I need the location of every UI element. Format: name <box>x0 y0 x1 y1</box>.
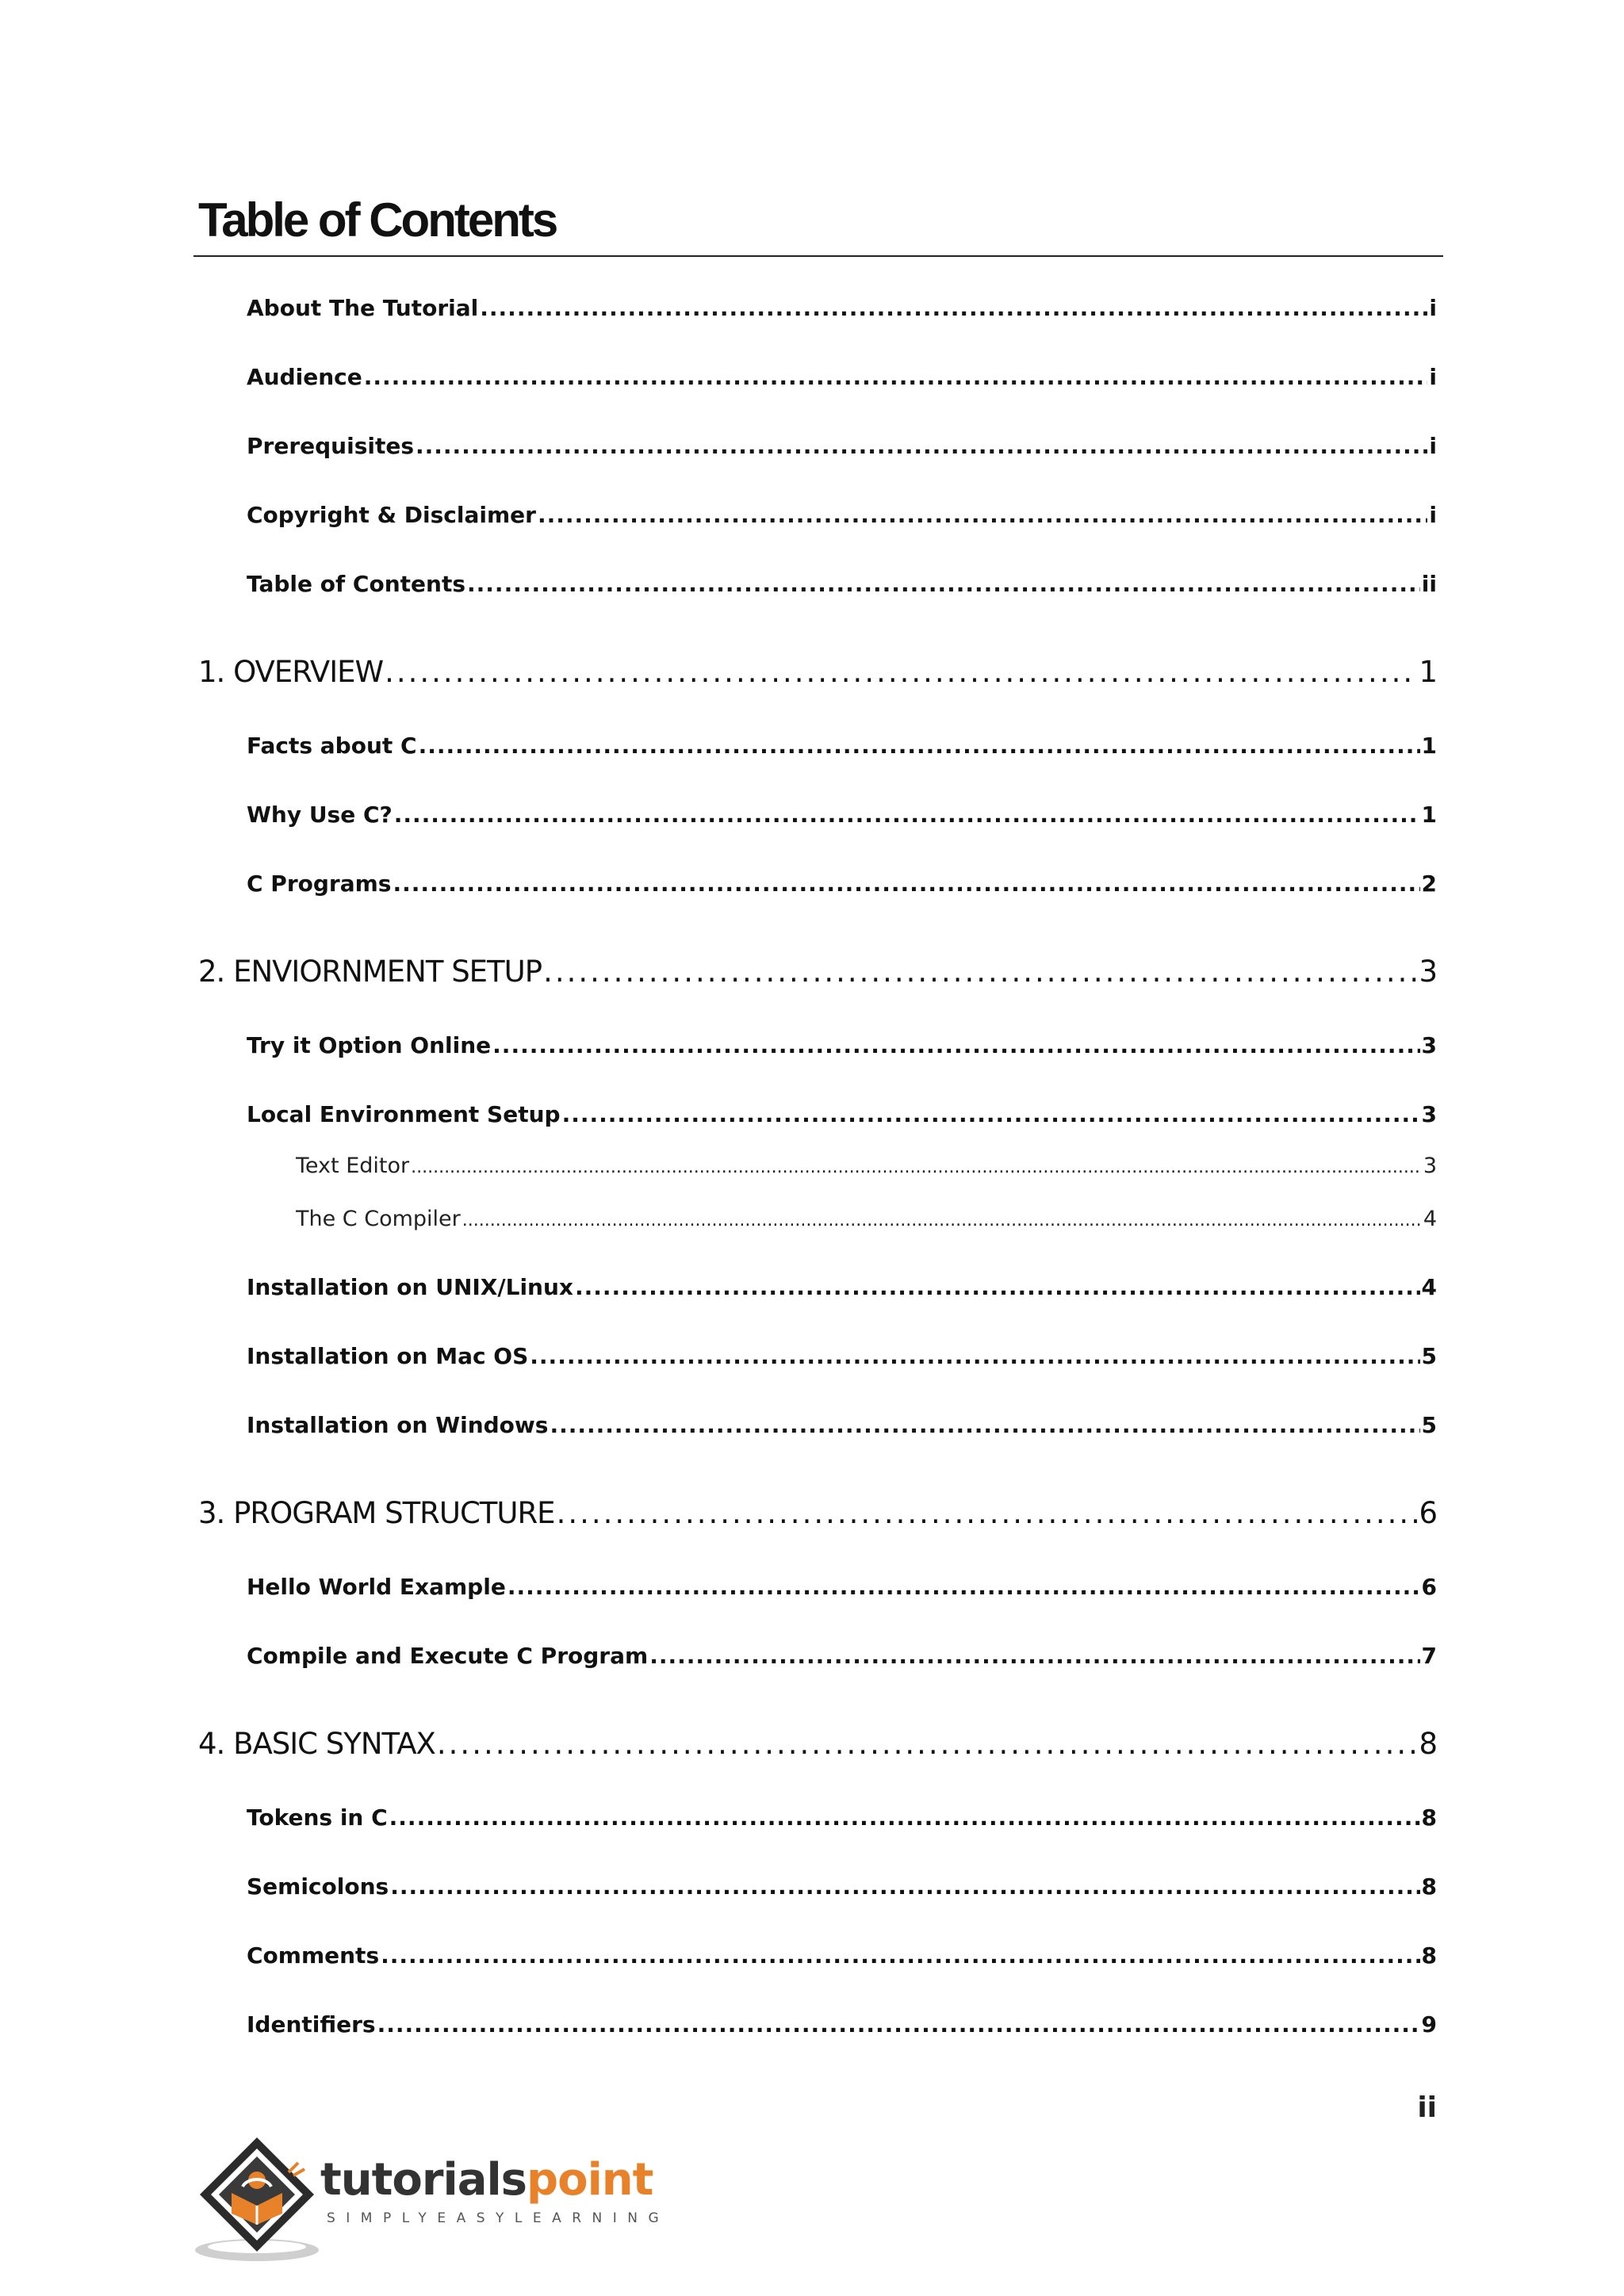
dot-leader <box>575 1274 1420 1300</box>
toc-entry[interactable] <box>247 1032 1437 1058</box>
dot-leader <box>530 1343 1419 1369</box>
toc-entry-page: i <box>1429 433 1437 459</box>
page-title: Table of Contents <box>198 193 557 247</box>
dot-leader <box>394 802 1420 828</box>
toc-entry-label: Try it Option Online <box>247 1032 492 1058</box>
toc-chapter[interactable] <box>198 1496 1437 1530</box>
toc-entry-label: About The Tutorial <box>247 295 479 321</box>
page-number: ii <box>1417 2091 1437 2124</box>
logo-mark-icon <box>195 2131 330 2266</box>
toc-chapter-page: 6 <box>1419 1496 1437 1530</box>
toc-entry[interactable] <box>247 1101 1437 1127</box>
toc-chapter-label: 3. PROGRAM STRUCTURE <box>198 1496 555 1530</box>
toc-entry-page: 8 <box>1421 1873 1437 1900</box>
toc-chapter-label: 4. BASIC SYNTAX <box>198 1727 435 1761</box>
toc-entry-page: 8 <box>1421 1942 1437 1969</box>
toc-entry-page: 8 <box>1421 1804 1437 1831</box>
toc-entry-label: Compile and Execute C Program <box>247 1643 649 1669</box>
toc-entry-label: C Programs <box>247 871 392 897</box>
toc-chapter[interactable] <box>198 1727 1437 1761</box>
toc-chapter-label: 1. OVERVIEW <box>198 655 384 689</box>
toc-subentry-page: 4 <box>1423 1207 1437 1231</box>
toc-entry[interactable] <box>247 1804 1437 1831</box>
dot-leader <box>411 1158 1422 1177</box>
dot-leader <box>550 1412 1419 1438</box>
dot-leader <box>649 1643 1419 1669</box>
dot-leader <box>480 295 1427 321</box>
toc-entry-page: ii <box>1421 571 1437 597</box>
dot-leader <box>543 955 1417 989</box>
toc-entry[interactable] <box>247 433 1437 459</box>
toc-entry-label: Facts about C <box>247 733 417 759</box>
toc-entry[interactable] <box>247 2011 1437 2038</box>
dot-leader <box>364 364 1428 390</box>
toc-entry[interactable] <box>247 802 1437 828</box>
logo-wordmark-part2: point <box>527 2154 653 2206</box>
toc-entry-page: 5 <box>1421 1412 1437 1438</box>
toc-entry[interactable] <box>247 1274 1437 1300</box>
toc-entry[interactable] <box>247 1873 1437 1900</box>
toc-entry-page: i <box>1429 295 1437 321</box>
toc-entry-label: Installation on Windows <box>247 1412 549 1438</box>
dot-leader <box>492 1032 1419 1058</box>
toc-entry-page: i <box>1429 364 1437 390</box>
toc-entry-label: Table of Contents <box>247 571 466 597</box>
toc-chapter-label: 2. ENVIORNMENT SETUP <box>198 955 542 989</box>
dot-leader <box>462 1211 1422 1230</box>
toc-entry-page: i <box>1429 502 1437 528</box>
toc-subentry[interactable] <box>296 1154 1437 1178</box>
toc-chapter-page: 3 <box>1419 955 1437 989</box>
toc-entry[interactable] <box>247 1343 1437 1369</box>
toc-subentry-page: 3 <box>1423 1154 1437 1178</box>
toc-entry-label: Copyright & Disclaimer <box>247 502 536 528</box>
dot-leader <box>381 1942 1419 1969</box>
dot-leader <box>419 733 1420 759</box>
toc-entry-label: Hello World Example <box>247 1574 506 1600</box>
dot-leader <box>390 1873 1419 1900</box>
toc-entry[interactable] <box>247 364 1437 390</box>
toc-entry[interactable] <box>247 1942 1437 1969</box>
toc-entry[interactable] <box>247 571 1437 597</box>
dot-leader <box>385 655 1417 689</box>
toc-entry[interactable] <box>247 502 1437 528</box>
toc-entry-label: Tokens in C <box>247 1804 388 1831</box>
toc-entry-page: 7 <box>1421 1643 1437 1669</box>
toc-subentry[interactable] <box>296 1207 1437 1231</box>
dot-leader <box>416 433 1427 459</box>
dot-leader <box>389 1804 1420 1831</box>
dot-leader <box>377 2011 1420 2038</box>
toc-entry[interactable] <box>247 1412 1437 1438</box>
toc-entry[interactable] <box>247 1574 1437 1600</box>
title-divider <box>193 255 1443 257</box>
dot-leader <box>557 1496 1418 1530</box>
toc-entry[interactable] <box>247 733 1437 759</box>
toc-entry-label: Why Use C? <box>247 802 393 828</box>
toc-subentry-label: The C Compiler <box>296 1207 461 1231</box>
dot-leader <box>393 871 1419 897</box>
toc-chapter-page: 1 <box>1419 655 1437 689</box>
toc-entry-label: Audience <box>247 364 362 390</box>
dot-leader <box>538 502 1427 528</box>
toc-entry-label: Prerequisites <box>247 433 414 459</box>
logo-wordmark <box>320 2154 653 2206</box>
toc-entry-label: Semicolons <box>247 1873 389 1900</box>
toc-entry-page: 2 <box>1421 871 1437 897</box>
toc-entry-page: 1 <box>1421 733 1437 759</box>
toc-entry-label: Local Environment Setup <box>247 1101 561 1127</box>
dot-leader <box>562 1101 1420 1127</box>
toc-entry-page: 6 <box>1421 1574 1437 1600</box>
tutorialspoint-logo <box>195 2131 670 2266</box>
toc-entry-page: 4 <box>1421 1274 1437 1300</box>
toc-entry-page: 3 <box>1421 1032 1437 1058</box>
logo-wordmark-part1: tutorials <box>320 2154 527 2206</box>
toc-chapter-page: 8 <box>1419 1727 1437 1761</box>
toc-chapter[interactable] <box>198 955 1437 989</box>
toc-entry-label: Installation on UNIX/Linux <box>247 1274 573 1300</box>
dot-leader <box>437 1727 1418 1761</box>
toc-entry-label: Installation on Mac OS <box>247 1343 529 1369</box>
dot-leader <box>467 571 1420 597</box>
toc-entry[interactable] <box>247 871 1437 897</box>
toc-entry[interactable] <box>247 1643 1437 1669</box>
toc-entry-page: 1 <box>1421 802 1437 828</box>
toc-entry[interactable] <box>247 295 1437 321</box>
toc-entry-page: 3 <box>1421 1101 1437 1127</box>
dot-leader <box>508 1574 1420 1600</box>
toc-chapter[interactable] <box>198 655 1437 689</box>
toc-entry-label: Comments <box>247 1942 380 1969</box>
logo-tagline: SIMPLYEASYLEARNING <box>327 2210 670 2226</box>
toc-entry-page: 5 <box>1421 1343 1437 1369</box>
toc-entry-label: Identifiers <box>247 2011 376 2038</box>
toc-subentry-label: Text Editor <box>296 1154 410 1178</box>
toc-entry-page: 9 <box>1421 2011 1437 2038</box>
